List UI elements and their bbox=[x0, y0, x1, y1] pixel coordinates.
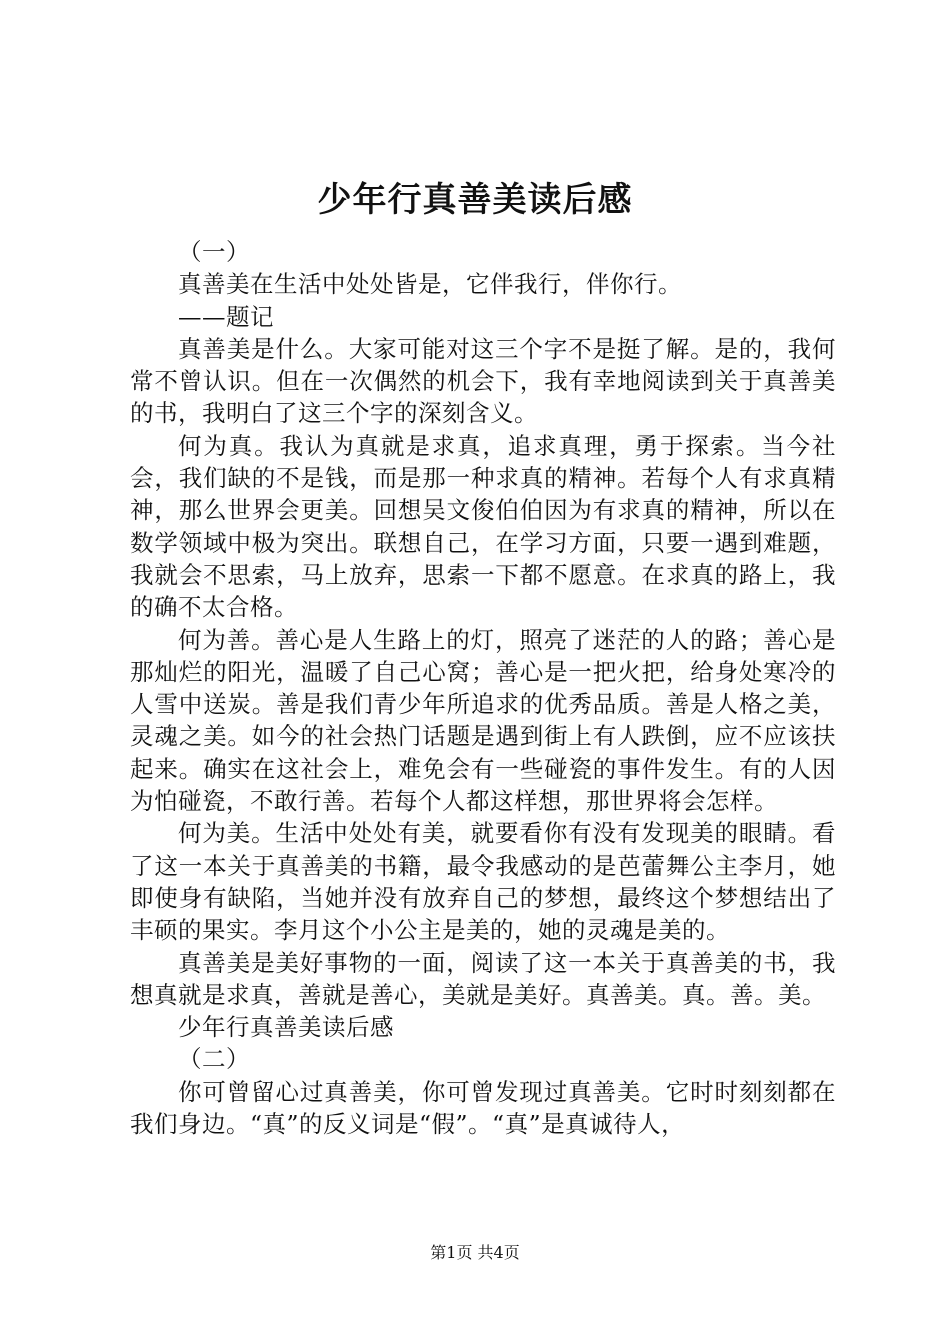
paragraph: 何为真。我认为真就是求真，追求真理，勇于探索。当今社会，我们缺的不是钱，而是那一种求真的精神。若每个人有求真精神，那么世界会更美。回想吴文俊伯伯因为有求真的精神，所以在数学领域中极为突出。联想自己，在学习方面，只要一遇到难题，我就会不思索，马上放弃，思索一下都不愿意。在求真的路上，我的确不太合格。 bbox=[130, 431, 836, 622]
paragraph: 真善美是美好事物的一面，阅读了这一本关于真善美的书，我想真就是求真，善就是善心，美就是美好。真善美。真。善。美。 bbox=[130, 948, 836, 1009]
document-body bbox=[130, 236, 836, 1140]
paragraph: 何为美。生活中处处有美，就要看你有没有发现美的眼睛。看了这一本关于真善美的书籍，最令我感动的是芭蕾舞公主李月，她即使身有缺陷，当她并没有放弃自己的梦想，最终这个梦想结出了丰硕的果实。李月这个小公主是美的，她的灵魂是美的。 bbox=[130, 819, 836, 945]
paragraph: 真善美是什么。大家可能对这三个字不是挺了解。是的，我何常不曾认识。但在一次偶然的机会下，我有幸地阅读到关于真善美的书，我明白了这三个字的深刻含义。 bbox=[130, 334, 836, 428]
epigraph-label: ——题记 bbox=[178, 302, 274, 331]
section-number: （二） bbox=[178, 1045, 250, 1074]
paragraph: 你可曾留心过真善美，你可曾发现过真善美。它时时刻刻都在我们身边。“真”的反义词是“假”。“真”是真诚待人， bbox=[130, 1077, 836, 1139]
epigraph: 真善美在生活中处处皆是，它伴我行，伴你行。 bbox=[178, 270, 682, 299]
page-footer: 第1页 共4页 bbox=[430, 1243, 520, 1262]
page-title: 少年行真善美读后感 bbox=[317, 180, 633, 220]
paragraph: 何为善。善心是人生路上的灯，照亮了迷茫的人的路；善心是那灿烂的阳光，温暖了自己心窝；善心是一把火把，给身处寒冷的人雪中送炭。善是我们青少年所追求的优秀品质。善是人格之美，灵魂之美。如今的社会热门话题是遇到街上有人跌倒，应不应该扶起来。确实在这社会上，难免会有一些碰瓷的事件发生。有的人因为怕碰瓷，不敢行善。若每个人都这样想，那世界将会怎样。 bbox=[130, 625, 836, 816]
section-number: （一） bbox=[178, 238, 250, 266]
section-heading: 少年行真善美读后感 bbox=[178, 1013, 394, 1042]
